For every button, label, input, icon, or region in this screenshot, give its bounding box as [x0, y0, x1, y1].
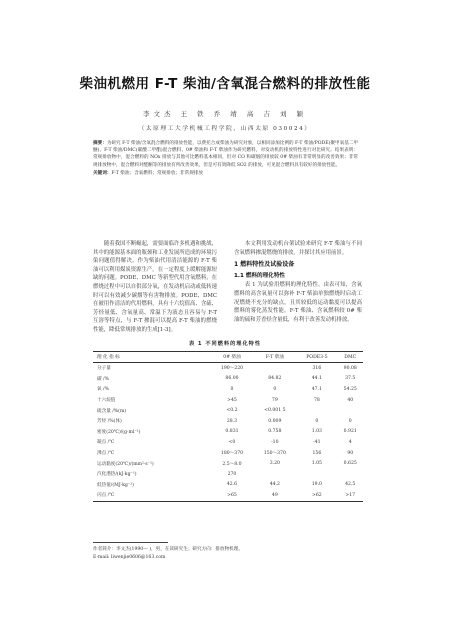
property-name-cell: 氧 /%: [97, 387, 109, 393]
property-value-cell: 0: [230, 386, 234, 392]
keywords-text: F-T 柴油；含氧燃料；常规排放；非常规排放: [111, 170, 203, 176]
property-value-cell: >65: [211, 490, 254, 501]
property-name-cell: 十六烷值: [97, 398, 116, 404]
property-name-cell: 凝点 /℃: [97, 440, 115, 446]
property-value-cell: 0.625: [343, 461, 357, 467]
property-value-cell: 0: [315, 418, 319, 424]
table-header-row: [93, 352, 363, 363]
property-name-cell: 硫含量 /%(m): [97, 408, 127, 414]
property-value-cell: <0.001 5: [264, 408, 286, 414]
table-row: [93, 469, 363, 480]
property-value-cell: 28.3: [226, 418, 238, 424]
property-value-cell: 180～370: [220, 451, 244, 457]
property-value-cell: <0.2: [226, 408, 238, 414]
property-value-cell: 0.758: [268, 429, 282, 435]
article-title: 柴油机燃用 F-T 柴油/含氧混合燃料的排放性能: [79, 76, 371, 92]
table-row: [93, 448, 363, 459]
property-value-cell: 84.82: [268, 376, 282, 382]
property-value-cell: 47.1: [311, 386, 322, 392]
property-value-cell: 42.6: [226, 482, 238, 488]
property-value-cell: 150～370: [263, 451, 286, 457]
property-value-cell: >17: [337, 490, 363, 501]
abstract-block: [93, 140, 358, 177]
table-row: [93, 427, 363, 438]
property-value-cell: [253, 363, 296, 374]
property-value-cell: -10: [271, 439, 279, 445]
property-value-cell: 49: [253, 490, 296, 501]
property-value-cell: [296, 405, 337, 416]
property-value-cell: 156: [312, 450, 322, 456]
property-value-cell: 1.05: [311, 461, 322, 467]
property-name-cell: 密度(20℃)/(g·ml⁻¹): [97, 429, 141, 435]
property-value-cell: 1.03: [311, 429, 322, 435]
property-value-cell: 3.20: [269, 461, 280, 467]
property-value-cell: 40: [347, 397, 354, 403]
table-header-cell: F-T 柴油: [253, 352, 296, 363]
intro-paragraph-cont: 本文利用发动机台架试验来研究 F-T 柴油与不同含氧燃料掺混燃烧的排放，并探讨其应用前景。: [234, 241, 362, 256]
property-value-cell: <0: [228, 439, 236, 445]
subsection-heading: 1.1 燃料的理化特性: [234, 272, 286, 279]
property-value-cell: 0.921: [343, 429, 357, 435]
property-name-cell: 低热值/(MJ·kg⁻¹): [97, 482, 134, 488]
property-value-cell: 0.009: [268, 418, 282, 424]
table-row: [93, 458, 363, 469]
property-value-cell: >45: [227, 397, 237, 403]
right-column: [234, 240, 362, 324]
property-value-cell: [296, 469, 337, 480]
property-name-cell: 汽化潜热/(kJ·kg⁻¹): [97, 472, 137, 478]
abstract-label: 摘要：: [93, 141, 107, 146]
property-value-cell: 4: [348, 439, 352, 445]
property-value-cell: [253, 469, 296, 480]
property-value-cell: 54.25: [343, 386, 357, 392]
table-row: [93, 384, 363, 395]
table-row: [93, 416, 363, 427]
property-name-cell: 芳烃 /%(体): [97, 419, 122, 425]
table-row: [93, 490, 363, 501]
fuel-properties-table: [93, 351, 363, 502]
property-value-cell: 190～220: [220, 366, 244, 372]
footnote-divider: [93, 542, 168, 543]
property-value-cell: 37.5: [345, 376, 356, 382]
property-value-cell: >62: [296, 490, 337, 501]
property-name-cell: 分子量: [97, 366, 111, 372]
property-value-cell: 44.1: [311, 376, 322, 382]
table-row: [93, 374, 363, 385]
table-header-cell: PODE3-5: [296, 352, 337, 363]
properties-paragraph: 表 1 为试验用燃料的理化特性。由表可知，含氧燃料的高含氧量可以弥补 F-T 柴油单独燃烧时启动工况燃烧不充分的缺点，且其较低的运动黏度可以提高燃料的雾化蒸发性能。F-T 柴油、含氧燃料较 0# 柴油的硫和芳香烃含量低，有利于改善发动机排放。: [234, 282, 362, 323]
section-heading: 1 燃料特性及试验设备: [234, 261, 295, 269]
table-header-cell: 理 化 指 标: [93, 352, 211, 363]
property-name-cell: 运动黏度(20℃)/(mm²·s⁻¹): [97, 461, 154, 467]
property-value-cell: 0: [348, 418, 352, 424]
table-body: [93, 363, 363, 502]
property-value-cell: 86.00: [225, 376, 239, 382]
footnote: [93, 546, 363, 561]
author-bio: 作者简介：李文杰(1990— )，男，在读研究生；研究方向：排放物机理。: [93, 547, 243, 552]
table-row: [93, 363, 363, 374]
property-value-cell: 42.5: [345, 482, 356, 488]
intro-paragraph: 随着我国不断崛起，需要面临许多机遇和挑战，其中的能源基本面的瓶颈和工业发展所造成的环境污染问题值得解决。作为柴油代用清洁能源的 F-T 柴油可以利用煤炭资源生产，在一定程度上缓解能源短缺的问题。PODE、DMC 等新型代用含氧燃料，在燃烧过程中可以自供部分氧，在发动机启动或低转速时可以有效减少碳烟等有害物排放。PODE、DMC 在被用作清洁的代用燃料，具有十六烷值高、含硫、芳烃量低、含氧量高、常温下为液态且容易与 F-T 互溶等特点，与 F-T 掺混可以提高 F-T 柴油的燃烧性能，降低常规排放的生成[1-3]。: [93, 241, 218, 333]
property-value-cell: 316: [312, 365, 322, 371]
property-name-cell: 碳 /%: [97, 376, 109, 382]
table-row: [93, 395, 363, 406]
left-column: [93, 240, 217, 335]
property-value-cell: 90: [347, 450, 354, 456]
property-value-cell: 270: [227, 471, 237, 477]
property-value-cell: 2.5～8.0: [222, 461, 242, 467]
table-caption: 表 1 不同燃料的理化特性: [188, 341, 262, 347]
property-value-cell: 44.2: [269, 482, 280, 488]
property-value-cell: 19.0: [311, 482, 322, 488]
table-row: [93, 437, 363, 448]
author-email: E-mail: liwenjie0606@163.com: [93, 554, 166, 560]
property-name-cell: 沸点 /℃: [97, 451, 115, 457]
property-value-cell: 0.831: [225, 429, 239, 435]
property-value-cell: [337, 469, 363, 480]
table-row: [93, 480, 363, 491]
property-name-cell: 闪点 /℃: [93, 490, 211, 501]
abstract-text: 为研究 F-T 柴油/含氧混合燃料的排放性能，以费托合成柴油为研究对象，以相同添加比例的 F-T 柴油/PODE(聚甲氧基二甲醚)、F-T 柴油/DMC(碳酸二甲酯)混合燃料、0# 柴油和 F-T 柴油作为研究燃料，对发动机的排放特性进行对比研究。结果表明：常规排放物中，混合燃料的 NOx 排放与其他可比燃料基本相同，但对 CO 和碳烟的排放较 0# 柴油有非常明显的改善效果；非常规排放物中，混合燃料对醛酮等的排放有所改善效果，但是可有效降低 SO2 的排放，可见混合燃料具有较好的排放性能。: [93, 141, 358, 168]
property-value-cell: -41: [313, 439, 321, 445]
keywords-label: 关键词：: [93, 170, 112, 176]
keywords-line: [93, 170, 358, 177]
property-value-cell: 90.08: [343, 365, 357, 371]
property-value-cell: [337, 405, 363, 416]
table-header-cell: DMC: [337, 352, 363, 363]
property-value-cell: 0: [273, 386, 277, 392]
author-list: 李文杰 王 铁 乔 靖 高 吉 刘 颖: [142, 110, 308, 118]
property-value-cell: 78: [313, 397, 320, 403]
table-header-cell: 0# 柴油: [211, 352, 254, 363]
property-value-cell: 79: [271, 397, 278, 403]
table-row: [93, 405, 363, 416]
affiliation: （太原理工大学机械工程学院，山西太原 030024）: [138, 126, 312, 132]
